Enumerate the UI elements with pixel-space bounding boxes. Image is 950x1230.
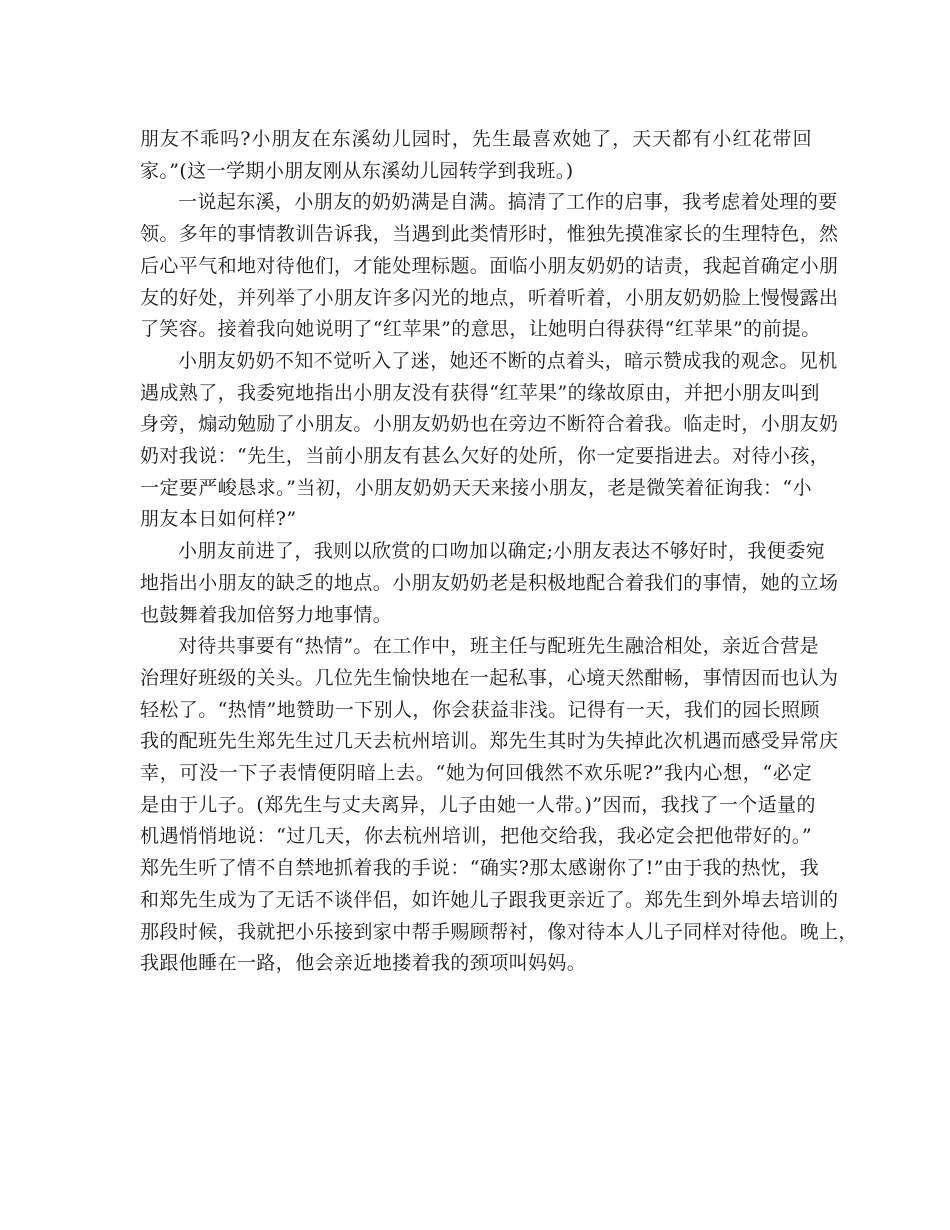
text-line: 一说起东溪，小朋友的奶奶满是自满。搞清了工作的启事，我考虑着处理的要 bbox=[178, 191, 838, 214]
text-line: 和郑先生成为了无话不谈伴侣，如许她儿子跟我更亲近了。郑先生到外埠去培训的 bbox=[140, 888, 839, 911]
text-line: 治理好班级的关头。几位先生愉快地在一起私事，心境天然酣畅，事情因而也认为 bbox=[140, 666, 839, 689]
paragraph-2 bbox=[140, 187, 839, 346]
text-line: 身旁，煽动勉励了小朋友。小朋友奶奶也在旁边不断符合着我。临走时，小朋友奶 bbox=[140, 413, 839, 436]
text-line: 领。多年的事情教训告诉我，当遇到此类情形时，惟独先摸准家长的生理特色，然 bbox=[140, 223, 839, 246]
text-line: 奶对我说：“先生，当前小朋友有甚么欠好的处所，你一定要指进去。对待小孩， bbox=[140, 445, 830, 468]
text-line: 我跟他睡在一路，他会亲近地搂着我的颈项叫妈妈。 bbox=[140, 952, 587, 975]
text-line: 小朋友前进了，我则以欣赏的口吻加以确定;小朋友表达不够好时，我便委宛 bbox=[178, 540, 826, 563]
text-line: 幸，可没一下子表情便阴暗上去。“她为何回俄然不欢乐呢?”我内心想，“必定 bbox=[140, 762, 812, 785]
text-line: 友的好处，并列举了小朋友许多闪光的地点，听着听着，小朋友奶奶脸上慢慢露出 bbox=[140, 286, 839, 309]
text-line: 了笑容。接着我向她说明了“红苹果”的意思，让她明白得获得“红苹果”的前提。 bbox=[140, 318, 821, 341]
text-line: 郑先生听了情不自禁地抓着我的手说：“确实?那太感谢你了!”由于我的热忱，我 bbox=[140, 857, 820, 880]
text-line: 那段时候，我就把小乐接到家中帮手赐顾帮衬，像对待本人儿子同样对待他。晚上， bbox=[140, 920, 858, 943]
text-line: 是由于儿子。(郑先生与丈夫离异，儿子由她一人带。)”因而，我找了一个适量的 bbox=[140, 793, 816, 816]
text-line: 对待共事要有“热情”。在工作中，班主任与配班先生融洽相处，亲近合营是 bbox=[178, 635, 820, 658]
text-line: 家。”(这一学期小朋友刚从东溪幼儿园转学到我班。) bbox=[140, 159, 574, 182]
text-line: 也鼓舞着我加倍努力地事情。 bbox=[140, 603, 393, 626]
text-line: 遇成熟了，我委宛地指出小朋友没有获得“红苹果”的缘故原由，并把小朋友叫到 bbox=[140, 381, 820, 404]
text-line: 朋友本日如何样?” bbox=[140, 508, 297, 531]
text-line: 轻松了。“热情”地赞助一下别人，你会获益非浅。记得有一天，我们的园长照顾 bbox=[140, 698, 820, 721]
text-line: 我的配班先生郑先生过几天去杭州培训。郑先生其时为失掉此次机遇而感受异常庆 bbox=[140, 730, 839, 753]
paragraph-4 bbox=[140, 536, 839, 631]
text-line: 机遇悄悄地说：“过几天，你去杭州培训，把他交给我，我必定会把他带好的。” bbox=[140, 825, 812, 848]
text-line: 一定要严峻恳求。”当初，小朋友奶奶天天来接小朋友，老是微笑着征询我：“小 bbox=[140, 476, 812, 499]
paragraph-3 bbox=[140, 346, 839, 536]
paragraph-5 bbox=[140, 631, 858, 980]
text-line: 朋友不乖吗?小朋友在东溪幼儿园时，先生最喜欢她了，天天都有小红花带回 bbox=[140, 128, 812, 150]
paragraph-1 bbox=[140, 124, 812, 187]
text-line: 地指出小朋友的缺乏的地点。小朋友奶奶老是积极地配合着我们的事情，她的立场 bbox=[140, 571, 839, 594]
text-line: 小朋友奶奶不知不觉听入了迷，她还不断的点着头，暗示赞成我的观念。见机 bbox=[178, 349, 838, 372]
document-body bbox=[140, 124, 858, 980]
text-line: 后心平气和地对待他们，才能处理标题。面临小朋友奶奶的诘责，我起首确定小朋 bbox=[140, 254, 839, 277]
